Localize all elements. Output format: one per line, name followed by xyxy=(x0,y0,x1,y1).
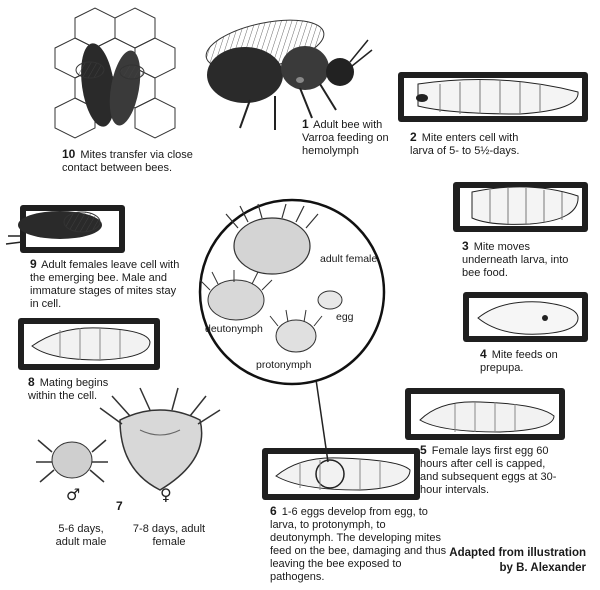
stage4-cell-prepupa xyxy=(463,292,588,342)
stage5-capped-cell xyxy=(405,388,565,440)
label-egg: egg xyxy=(336,311,354,323)
label-protonymph: protonymph xyxy=(256,359,312,371)
stage6-label: 6 1-6 eggs develop from egg, to larva, to protonymph, to deutonymph. The developing mites feed on the bee, damaging and thus leaving the bee exposed to pathogens. xyxy=(270,504,447,583)
stage9-emerging-bee xyxy=(6,205,125,253)
label-deutonymph: deutonymph xyxy=(205,323,263,335)
female-symbol: ♀ xyxy=(160,485,172,504)
stage10-label: 10 Mites transfer via close contact between bees. xyxy=(62,147,193,174)
stage8-cell-mating xyxy=(18,318,160,370)
mite-egg xyxy=(318,291,342,309)
stage7-label: 7 xyxy=(116,499,123,513)
center-development-circle xyxy=(200,200,384,384)
stage8-label: 8 Mating begins within the cell. xyxy=(28,375,109,402)
stage3-label: 3 Mite moves underneath larva, into bee food. xyxy=(462,239,569,279)
stage9-label: 9 Adult females leave cell with the emerging bee. Male and immature stages of mites stay in cell. xyxy=(30,257,180,310)
stage3-cell-larva xyxy=(453,182,588,232)
label-adult-female: adult female xyxy=(320,253,378,265)
stage7-female-text: 7-8 days, adult female xyxy=(132,523,206,548)
stage2-label: 2 Mite enters cell with larva of 5- to 5½-days. xyxy=(410,130,520,157)
stage7-male-text: 5-6 days, adult male xyxy=(55,523,107,548)
stage4-label: 4 Mite feeds on prepupa. xyxy=(480,347,558,374)
stage2-cell-larva xyxy=(398,72,588,122)
stage7-adult-mites xyxy=(36,388,220,490)
stage6-cell-developing-mites xyxy=(262,448,420,500)
credit-line-1: Adapted from illustration xyxy=(449,547,586,559)
stage5-label: 5 Female lays first egg 60 hours after cell is capped, and subsequent eggs at 30-hour intervals. xyxy=(420,443,557,496)
stage1-label: 1 Adult bee with Varroa feeding on hemolymph xyxy=(302,117,389,157)
credit-line-2: by B. Alexander xyxy=(499,562,586,574)
stage1-adult-bee xyxy=(202,11,372,130)
male-symbol: ♂ xyxy=(66,485,81,504)
illustration-credit xyxy=(449,546,586,576)
stage10-honeycomb-bees xyxy=(55,8,175,138)
